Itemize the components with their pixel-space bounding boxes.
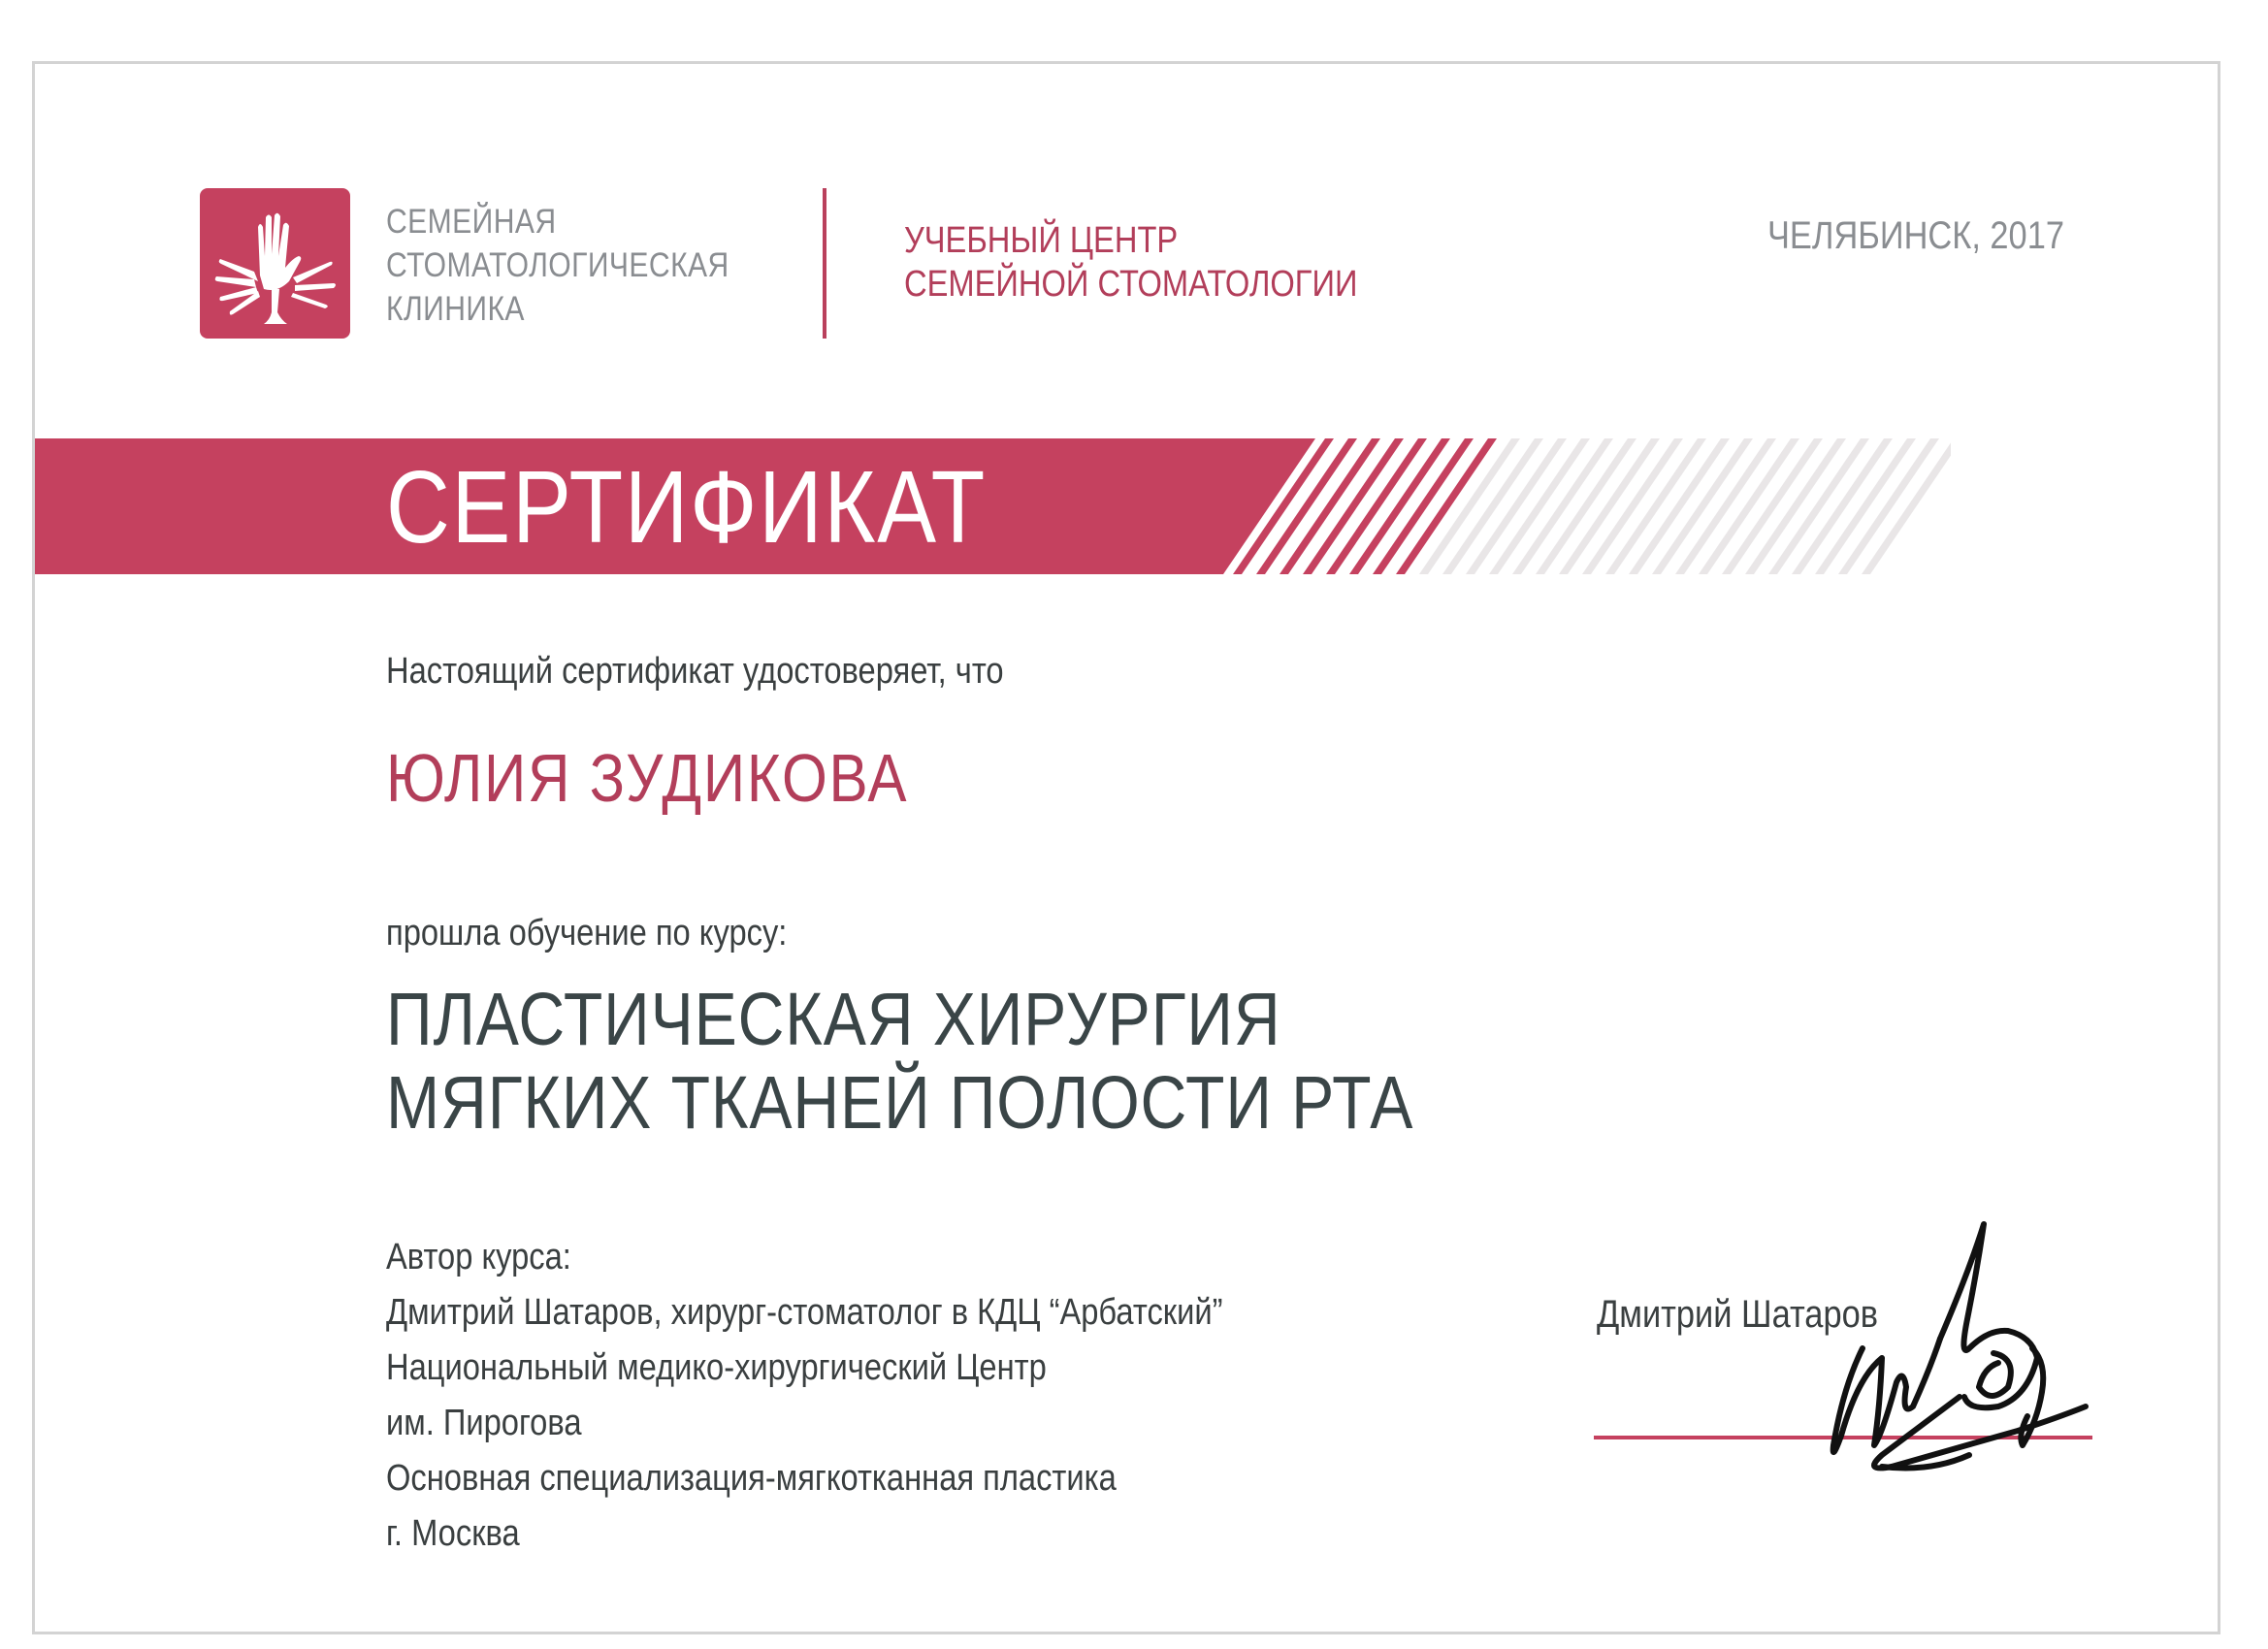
author-line: им. Пирогова — [386, 1403, 582, 1443]
clinic-name-line: СТОМАТОЛОГИЧЕСКАЯ — [386, 246, 729, 284]
hands-tree-icon — [200, 188, 350, 339]
recipient-name: ЮЛИЯ ЗУДИКОВА — [386, 740, 909, 816]
training-center-name — [904, 219, 1357, 307]
banner-stripes — [35, 438, 1951, 574]
course-intro-text: прошла обучение по курсу: — [386, 913, 788, 954]
clinic-name — [386, 200, 729, 331]
author-line: Автор курса: — [386, 1237, 571, 1277]
signer-name: Дмитрий Шатаров — [1597, 1293, 1878, 1336]
author-line: Основная специализация-мягкотканная пластика — [386, 1458, 1117, 1499]
intro-text: Настоящий сертификат удостоверяет, что — [386, 651, 1004, 692]
training-center-line: СЕМЕЙНОЙ СТОМАТОЛОГИИ — [904, 264, 1358, 305]
author-line: г. Москва — [386, 1513, 520, 1554]
course-title-line: ПЛАСТИЧЕСКАЯ ХИРУРГИЯ — [386, 978, 1281, 1061]
handwritten-signature — [1824, 1212, 2115, 1513]
training-center-line: УЧЕБНЫЙ ЦЕНТР — [904, 220, 1179, 261]
course-title — [386, 978, 1413, 1145]
clinic-name-line: СЕМЕЙНАЯ — [386, 203, 557, 241]
course-author-block — [386, 1230, 1222, 1562]
certificate-title: СЕРТИФИКАТ — [386, 450, 988, 565]
header-divider — [823, 188, 826, 339]
city-year: ЧЕЛЯБИНСК, 2017 — [1767, 214, 2064, 257]
author-line: Национальный медико-хирургический Центр — [386, 1347, 1047, 1388]
clinic-logo — [200, 188, 350, 339]
course-title-line: МЯГКИХ ТКАНЕЙ ПОЛОСТИ РТА — [386, 1061, 1414, 1145]
clinic-name-line: КЛИНИКА — [386, 290, 525, 328]
author-line: Дмитрий Шатаров, хирург-стоматолог в КДЦ “Арбатский” — [386, 1292, 1223, 1333]
